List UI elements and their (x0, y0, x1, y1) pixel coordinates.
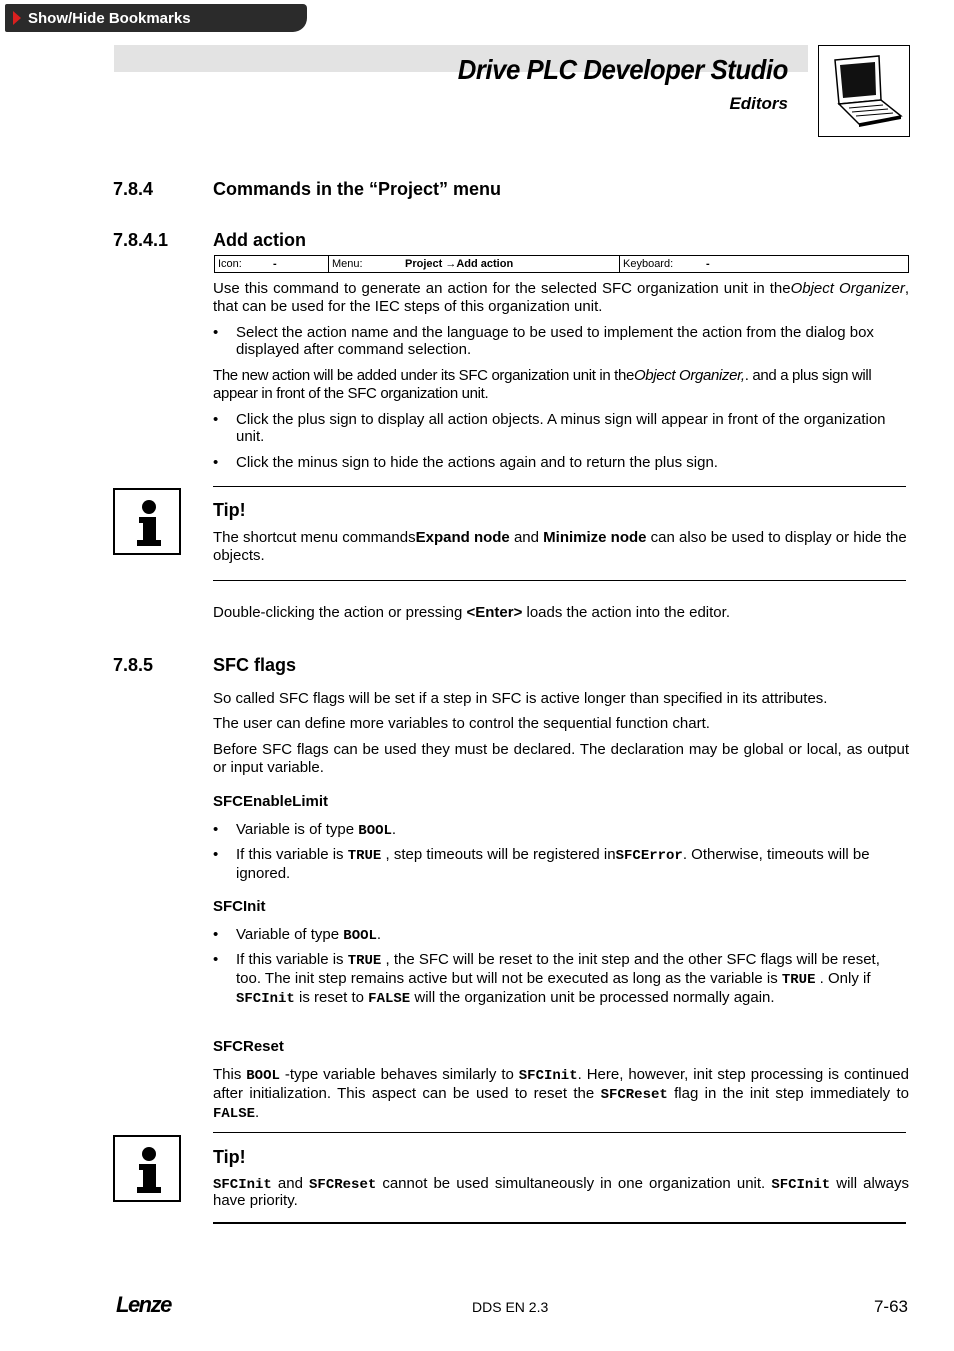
show-hide-bookmarks-button[interactable] (5, 4, 307, 32)
paragraph: The user can define more variables to control the sequential function chart. (213, 715, 710, 732)
list-item: • Click the plus sign to display all action objects. A minus sign will appear in front of the organization unit. (213, 411, 886, 445)
section-heading: SFC flags (213, 655, 297, 675)
divider (213, 1132, 906, 1133)
subsection-number: 7.8.4.1 (113, 230, 169, 250)
info-icon (113, 1135, 181, 1202)
tip-heading: Tip! (213, 500, 246, 520)
list-item: • If this variable is TRUE , the SFC will be reset to the init step and the other SFC flags will be reset, too. The init step remains active but will not be executed as long as the variable is TRUE . Only if SFCInit is reset to FALSE will the organization unit be processed normally again. (213, 951, 880, 1007)
list-item: • Click the minus sign to hide the actions again and to return the plus sign. (213, 454, 718, 471)
laptop-icon (818, 45, 910, 137)
subsection-heading: Add action (213, 230, 306, 250)
tip-heading: Tip! (213, 1147, 246, 1167)
keyboard-cell: Keyboard: - (619, 256, 908, 272)
list-item: • Select the action name and the language to be used to implement the action from the dialog box displayed after command selection. (213, 324, 874, 358)
paragraph: Before SFC flags can be used they must be declared. The declaration may be global or local, as output or input variable. (213, 741, 909, 776)
section-heading: Commands in the “Project” menu (213, 179, 502, 199)
paragraph: Double-clicking the action or pressing <Enter> loads the action into the editor. (213, 604, 730, 621)
variable-heading: SFCReset (213, 1038, 284, 1055)
paragraph: Use this command to generate an action for the selected SFC organization unit in theObject Organizer, that can be used for the IEC steps of this organization unit. (213, 280, 909, 315)
variable-heading: SFCInit (213, 898, 266, 915)
list-item: • Variable of type BOOL. (213, 926, 382, 944)
page-subtitle: Editors (729, 94, 788, 113)
paragraph: This BOOL -type variable behaves similarly to SFCInit. Here, however, init step processing is continued after initialization. This aspect can be used to reset the SFCReset flag in the init step immediately to FALSE. (213, 1066, 910, 1122)
menu-cell: Menu: Project →Add action (328, 256, 619, 272)
tip-text: The shortcut menu commandsExpand node and Minimize node can also be used to display or hide the objects. (213, 529, 907, 564)
bookmarks-button-label: Show/Hide Bookmarks (28, 9, 191, 27)
paragraph: So called SFC flags will be set if a step in SFC is active longer than specified in its attributes. (213, 690, 828, 707)
tip-text: SFCInit and SFCReset cannot be used simultaneously in one organization unit. SFCInit will always have priority. (213, 1175, 910, 1209)
section-number: 7.8.5 (113, 655, 154, 675)
lenze-logo: Lenze (116, 1292, 171, 1317)
command-table (214, 255, 909, 273)
page-number: 7-63 (873, 1297, 908, 1316)
icon-cell: Icon: - (218, 258, 277, 270)
list-item: • If this variable is TRUE , step timeouts will be registered inSFCError. Otherwise, timeouts will be ignored. (213, 846, 870, 882)
section-number: 7.8.4 (113, 179, 154, 199)
list-item: • Variable is of type BOOL. (213, 821, 397, 839)
divider (213, 580, 906, 581)
info-icon (113, 488, 181, 555)
variable-heading: SFCEnableLimit (213, 793, 329, 810)
document-id: DDS EN 2.3 (472, 1299, 549, 1315)
divider (213, 486, 906, 487)
page-title: Drive PLC Developer Studio (457, 54, 788, 85)
triangle-right-icon (13, 11, 21, 25)
paragraph: The new action will be added under its SFC organization unit in theObject Organizer,. and a plus sign will appear in front of the SFC organization unit. (213, 367, 872, 402)
divider (213, 1222, 906, 1224)
